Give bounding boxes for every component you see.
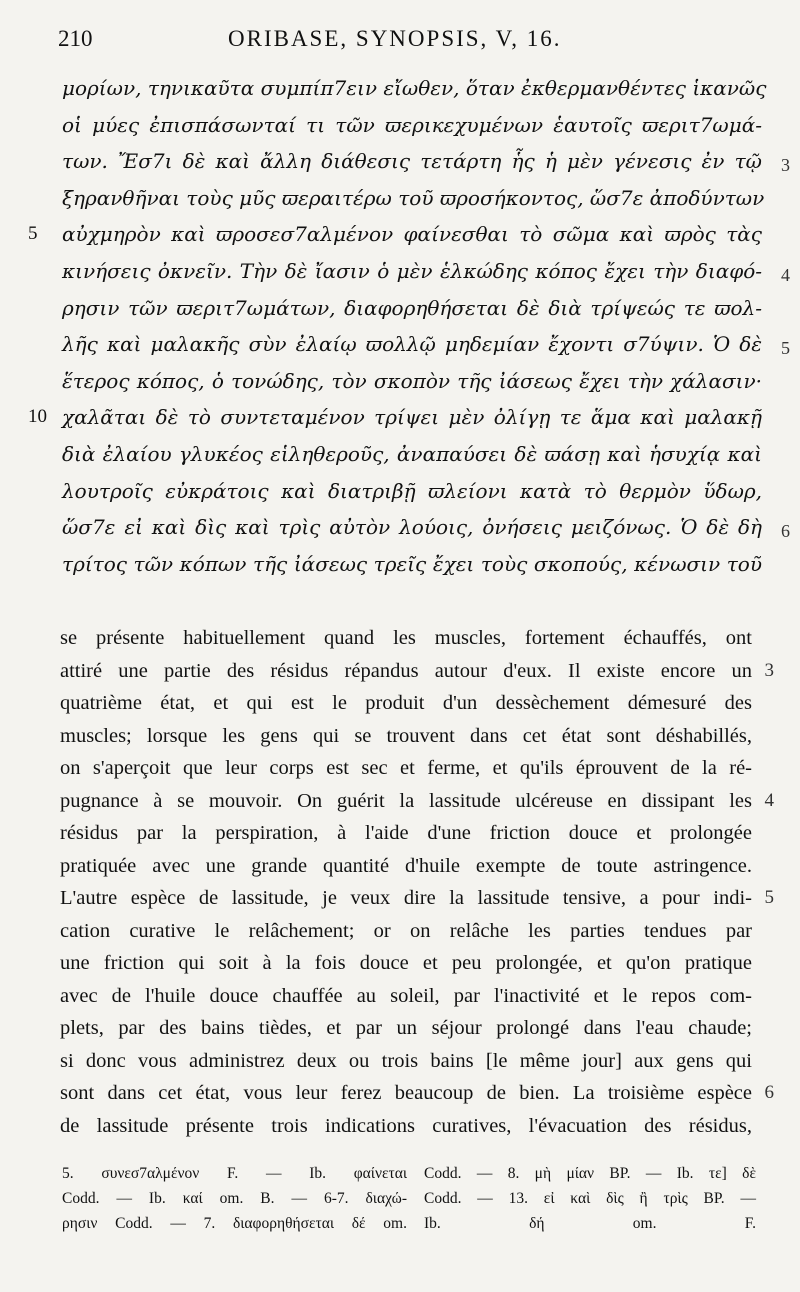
french-line-text: L'autre espèce de lassitude, je veux dire la lassitude tensive, a pour indi- <box>60 887 752 909</box>
greek-line-text: τρίτος τῶν κόπων τῆς ἰάσεως τρεῖς ἔχει τοὺς σκοπούς, κένωσιν τοῦ <box>62 551 762 576</box>
french-line-text: résidus par la perspiration, à l'aide d'une friction douce et prolongée <box>60 822 752 844</box>
footnotes-block <box>62 1161 756 1236</box>
page-header <box>0 26 800 60</box>
greek-line <box>62 107 762 144</box>
french-line <box>60 850 752 883</box>
french-line <box>60 915 752 948</box>
section-number: 5 <box>781 338 790 359</box>
french-line-text: attiré une partie des résidus répandus autour d'eux. Il existe encore un <box>60 659 752 682</box>
french-line-text: pugnance à se mouvoir. On guérit la lassitude ulcéreuse en dissipant les <box>60 789 752 812</box>
section-number: 6 <box>781 521 790 542</box>
greek-line-text: ρησιν τῶν ϖεριτ7ωμάτων, διαφορηθήσεται δὲ διὰ τρίψεώς τε ϖολ- <box>62 295 762 320</box>
section-number: 4 <box>764 789 774 811</box>
greek-line <box>62 143 790 180</box>
footnote-line <box>62 1211 756 1236</box>
french-line-text: si donc vous administrez deux ou trois bains [le même jour] aux gens qui <box>60 1049 752 1072</box>
greek-line-text: χαλᾶται δὲ τὸ συντεταμένον τρίψει μὲν ὀλίγῃ τε ἅμα καὶ μαλακῇ <box>62 405 762 430</box>
line-number: 10 <box>28 406 47 428</box>
greek-line-text: αὐχμηρὸν καὶ ϖροσεσ7αλμένον φαίνεσθαι τὸ σῶμα καὶ ϖρὸς τὰς <box>62 222 762 247</box>
greek-line-text: λῆς καὶ μαλακῆς σὺν ἐλαίῳ ϖολλῷ μηδεμίαν ἔχοντι σ7ύψιν. Ὁ δὲ <box>62 332 762 357</box>
greek-line-text: διὰ ἐλαίου γλυκέος εἱληθεροῦς, ἀναπαύσει δὲ ϖάσῃ καὶ ἡσυχίᾳ καὶ <box>62 441 762 466</box>
french-translation-block <box>60 622 774 1142</box>
french-line-text: sont dans cet état, vous leur ferez beaucoup de bien. La troisième espèce <box>60 1082 752 1104</box>
french-line-text: de lassitude présente trois indications curatives, l'évacuation des résidus, <box>60 1114 752 1137</box>
french-line <box>60 720 752 753</box>
greek-line <box>62 473 762 510</box>
section-number: 4 <box>781 264 790 285</box>
footnote-left-column: ρησιν Codd. — 7. διαφορηθήσεται δέ om. <box>62 1215 407 1232</box>
french-line <box>60 655 774 688</box>
greek-line <box>62 180 765 217</box>
greek-line-text: ὥσ7ε εἰ καὶ δὶς καὶ τρὶς αὐτὸν λούοις, ὀνήσεις μειζόνως. Ὁ δὲ δὴ <box>62 515 762 540</box>
footnote-right-column: Codd. — 13. εἰ καὶ δὶς ἢ τρὶς BP. — <box>424 1190 756 1207</box>
greek-line-text: οἱ μύες ἐπισπάσωνταί τι τῶν ϖεριкεχυμένων ἑαυτοῖς ϖεριτ7ωμά- <box>62 112 762 137</box>
footnote-right-column: Codd. — 8. μὴ μίαν BP. — Ib. τε] δὲ <box>424 1165 756 1182</box>
french-line-text: plets, par des bains tièdes, et par un séjour prolongé dans l'eau chaude; <box>60 1017 752 1039</box>
greek-line <box>62 326 790 363</box>
greek-line <box>62 546 762 583</box>
french-line-text: se présente habituellement quand les muscles, fortement échauffés, ont <box>60 627 752 649</box>
french-line <box>60 1077 774 1110</box>
greek-line <box>62 509 790 546</box>
section-number: 6 <box>764 1082 774 1103</box>
greek-text-block <box>28 70 790 582</box>
greek-line-text: κινήσεις ὀκνεῖν. Τὴν δὲ ἴασιν ὁ μὲν ἑλκώδης κόπος ἔχει τὴν διαφό- <box>62 258 762 283</box>
greek-line-text: ξηρανθῆναι τοὺς μῦς ϖεραιτέρω τοῦ ϖροσήκοντος, ὥσ7ε ἀποδύντων <box>62 185 765 210</box>
page-number: 210 <box>58 26 93 51</box>
french-line <box>60 947 752 980</box>
footnote-line <box>62 1161 756 1186</box>
french-line <box>60 817 752 850</box>
french-line <box>60 1012 752 1045</box>
french-line <box>60 882 774 915</box>
french-line <box>60 752 752 785</box>
greek-line-text: ἕτερος κόπος, ὁ τονώδης, τὸν σκοπὸν τῆς ἰάσεως ἔχει τὴν χάλασιν· <box>62 368 762 393</box>
greek-line-text: λουτροῖς εὐκράτοις καὶ διατριβῇ ϖλείονι κατὰ τὸ θερμὸν ὕδωρ, <box>62 478 762 503</box>
french-line-text: quatrième état, et qui est le produit d'un dessèchement démesuré des <box>60 692 752 714</box>
french-line <box>60 1045 752 1078</box>
french-line <box>60 1110 752 1143</box>
french-line <box>60 785 774 818</box>
greek-line <box>28 399 762 436</box>
french-line-text: une friction qui soit à la fois douce et peu prolongée, et qu'on pratique <box>60 952 752 974</box>
french-line-text: on s'aperçoit que leur corps est sec et ferme, et qu'ils éprouvent de la ré- <box>60 757 752 779</box>
greek-line <box>62 436 762 473</box>
french-line <box>60 622 752 655</box>
greek-line <box>28 216 762 253</box>
footnote-left-column: Codd. — Ib. καί om. B. — 6-7. διαχώ- <box>62 1190 407 1207</box>
french-line-text: pratiquée avec une grande quantité d'huile exempte de toute astringence. <box>60 854 752 877</box>
line-number: 5 <box>28 223 38 245</box>
greek-line <box>62 290 762 327</box>
greek-line-text: των. Ἔσ7ι δὲ καὶ ἄλλη διάθεσις τετάρτη ἧς ἡ μὲν γένεσις ἐν τῷ <box>62 149 762 174</box>
french-line-text: muscles; lorsque les gens qui se trouvent dans cet état sont déshabillés, <box>60 724 752 747</box>
footnote-left-column: 5. συνεσ7αλμένον F. — Ib. φαίνεται <box>62 1165 407 1182</box>
greek-line <box>62 70 767 107</box>
section-number: 3 <box>781 155 790 176</box>
footnote-line <box>62 1186 756 1211</box>
section-number: 5 <box>764 887 774 908</box>
french-line <box>60 687 752 720</box>
running-title: ORIBASE, SYNOPSIS, V, 16. <box>228 26 562 51</box>
greek-line-text: μορίων, τηνικαῦτα συμπίπ7ειν εἴωθεν, ὅταν ἐκθερμανθέντες ἱκανῶς <box>62 76 767 100</box>
section-number: 3 <box>764 659 774 681</box>
french-line <box>60 980 752 1013</box>
greek-line <box>62 363 762 400</box>
greek-line <box>62 253 790 290</box>
french-line-text: avec de l'huile douce chauffée au soleil, par l'inactivité et le repos com- <box>60 984 752 1007</box>
footnote-right-column: Ib. δή om. F. <box>424 1215 756 1232</box>
french-line-text: cation curative le relâchement; or on relâche les parties tendues par <box>60 919 752 942</box>
